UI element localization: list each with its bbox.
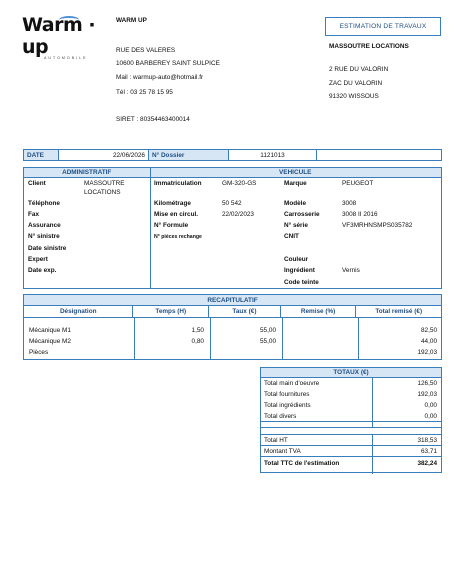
col-designation: Désignation [24, 306, 133, 318]
total-labor-label: Total main d'oeuvre [264, 380, 320, 387]
total-ttc-label: Total TTC de l'estimation [264, 460, 340, 467]
table-row [24, 348, 441, 358]
info-block [23, 167, 442, 289]
total-labor-value: 126,50 [417, 380, 437, 387]
date-row-empty-cell [317, 150, 441, 160]
recap-table [23, 294, 442, 360]
row-designation: Pièces [29, 349, 49, 356]
company-name: WARM UP [116, 17, 147, 24]
registration-value: GM-320-GS [222, 180, 257, 187]
totals-spacer [261, 427, 441, 435]
logo-subtitle: AUTOMOBILE [44, 56, 88, 60]
totals-row [261, 411, 441, 422]
body-value: 3008 II 2016 [342, 211, 378, 218]
company-mail: Mail : warmup-auto@hotmail.fr [116, 74, 204, 81]
dossier-value: 1121013 [229, 150, 317, 160]
vehicle-header: VEHICULE [149, 168, 441, 178]
total-ingredients-label: Total ingrédients [264, 402, 311, 409]
total-misc-label: Total divers [264, 413, 297, 420]
col-discount: Remise (%) [281, 306, 357, 318]
logo-swoosh-icon [59, 16, 79, 24]
table-row [24, 326, 441, 336]
totals-row [261, 446, 441, 457]
paint-code-label: Code teinte [284, 279, 319, 286]
spare-parts-label: N° pièces rechange [154, 234, 202, 240]
company-phone: Tél : 03 25 78 15 95 [116, 89, 173, 96]
claim-number-label: N° sinistre [28, 233, 60, 240]
recipient-address-line2: ZAC DU VALORIN [329, 80, 383, 87]
vat-value: 63,71 [421, 448, 437, 455]
vin-value: VF3MRHNSMPS035782 [342, 222, 413, 229]
date-value: 22/06/2026 [59, 150, 149, 160]
totals-table [260, 367, 442, 473]
first-registration-label: Mise en circul. [154, 211, 199, 218]
company-logo [22, 14, 102, 60]
vin-label: N° série [284, 222, 308, 229]
dossier-label: N° Dossier [149, 150, 229, 160]
company-address-line1: RUE DES VALERES [116, 47, 176, 54]
insurance-label: Assurance [28, 222, 61, 229]
date-label: DATE [24, 150, 59, 160]
total-ttc-value: 382,24 [417, 460, 437, 467]
totals-row [261, 389, 441, 400]
info-headers [24, 168, 441, 178]
vat-label: Montant TVA [264, 448, 301, 455]
row-total: 44,00 [421, 338, 437, 345]
brand-value: PEUGEOT [342, 180, 374, 187]
formule-label: N° Formule [154, 222, 189, 229]
totals-row [261, 435, 441, 446]
company-siret: SIRET : 80354463400014 [116, 116, 190, 123]
mileage-label: Kilométrage [154, 200, 191, 207]
color-label: Couleur [284, 256, 309, 263]
logo-text: Warm · up [22, 14, 96, 58]
model-value: 3008 [342, 200, 357, 207]
recipient-name: MASSOUTRE LOCATIONS [329, 43, 409, 50]
body-label: Carrosserie [284, 211, 320, 218]
document-type-box: ESTIMATION DE TRAVAUX [325, 17, 441, 36]
totals-row [261, 400, 441, 411]
col-total: Total remisé (€) [356, 306, 441, 318]
phone-label: Téléphone [28, 200, 60, 207]
totals-row [261, 378, 441, 389]
fax-label: Fax [28, 211, 40, 218]
recap-title: RECAPITULATIF [24, 295, 441, 306]
ingredient-label: Ingrédient [284, 267, 315, 274]
col-time: Temps (H) [133, 306, 209, 318]
total-ingredients-value: 0,00 [424, 402, 437, 409]
admin-header: ADMINISTRATIF [24, 168, 149, 178]
total-misc-value: 0,00 [424, 413, 437, 420]
ingredient-value: Vernis [342, 267, 360, 274]
row-total: 192,03 [417, 349, 437, 356]
row-time: 0,80 [191, 338, 204, 345]
client-label: Client [28, 180, 46, 187]
first-registration-value: 22/02/2023 [222, 211, 254, 218]
table-row [24, 337, 441, 347]
row-time: 1,50 [191, 327, 204, 334]
expert-label: Expert [28, 256, 48, 263]
brand-label: Marque [284, 180, 307, 187]
claim-date-label: Date sinistre [28, 245, 67, 252]
model-label: Modèle [284, 200, 307, 207]
row-designation: Mécanique M2 [29, 338, 71, 345]
date-dossier-row [23, 149, 442, 161]
total-ht-value: 318,53 [417, 437, 437, 444]
totals-title: TOTAUX (€) [261, 368, 441, 378]
recipient-address-line3: 91320 WISSOUS [329, 93, 379, 100]
row-designation: Mécanique M1 [29, 327, 71, 334]
recap-header-row [24, 306, 441, 318]
cnit-label: CNIT [284, 233, 299, 240]
row-rate: 55,00 [260, 338, 276, 345]
totals-row [261, 457, 441, 473]
col-rate: Taux (€) [209, 306, 281, 318]
row-total: 82,50 [421, 327, 437, 334]
expert-date-label: Date exp. [28, 267, 57, 274]
recipient-address-line1: 2 RUE DU VALORIN [329, 66, 389, 73]
mileage-value: 50 542 [222, 200, 242, 207]
company-address-line2: 10600 BARBEREY SAINT SULPICE [116, 60, 220, 67]
row-rate: 55,00 [260, 327, 276, 334]
info-divider [150, 168, 151, 288]
total-ht-label: Total HT [264, 437, 288, 444]
client-value: MASSOUTRE LOCATIONS [84, 180, 125, 196]
total-supplies-label: Total fournitures [264, 391, 310, 398]
total-supplies-value: 192,03 [417, 391, 437, 398]
registration-label: Immatriculation [154, 180, 202, 187]
